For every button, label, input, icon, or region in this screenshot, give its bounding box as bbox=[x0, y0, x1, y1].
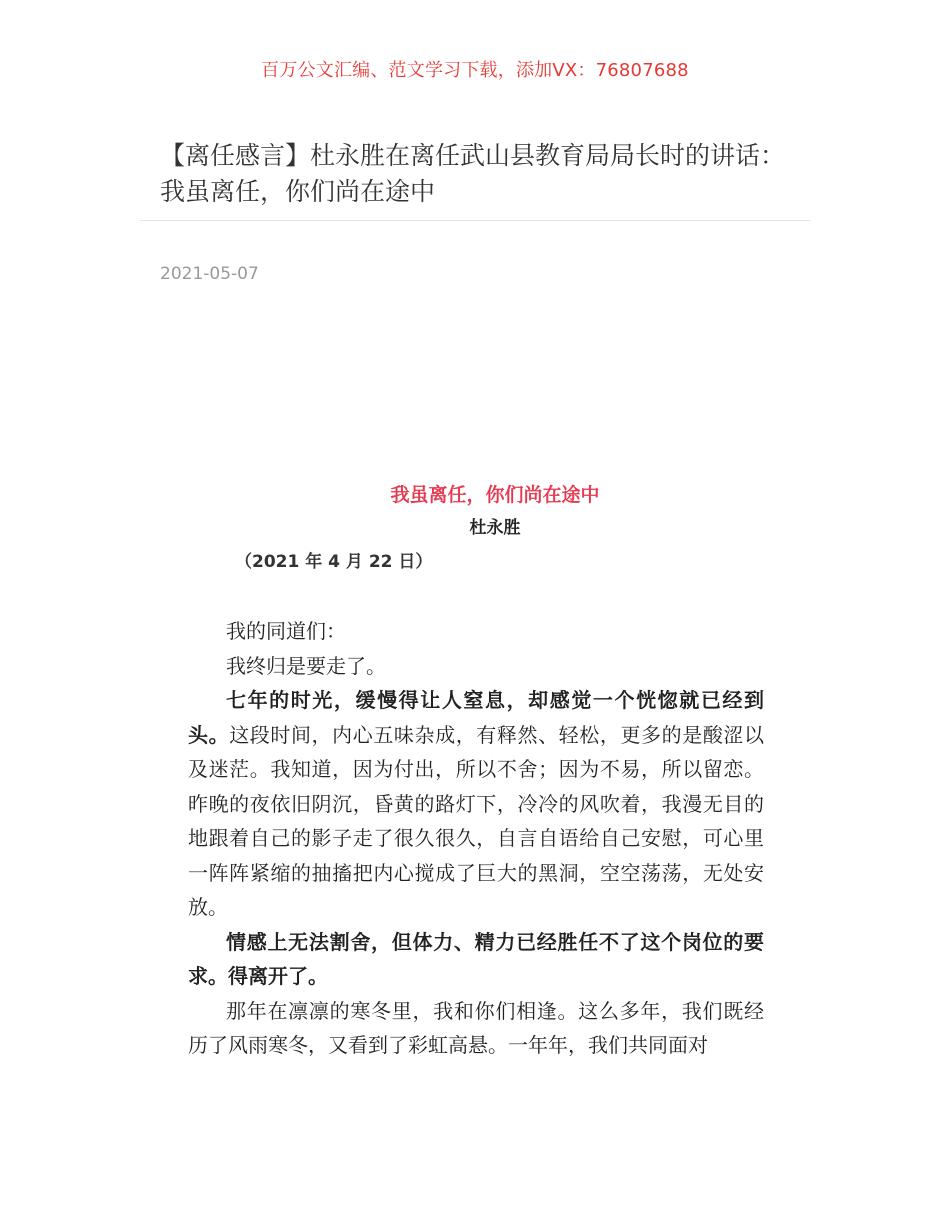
paragraph: 那年在凛凛的寒冬里，我和你们相逢。这么多年，我们既经历了风雨寒冬，又看到了彩虹高悬。一年年，我们共同面对 bbox=[188, 998, 764, 1057]
speech-title: 我虽离任，你们尚在途中 bbox=[390, 484, 600, 506]
promo-banner: 百万公文汇编、范文学习下载，添加VX：76807688 bbox=[261, 60, 689, 81]
speech-author: 杜永胜 bbox=[469, 518, 521, 538]
speech-body bbox=[188, 614, 764, 1063]
paragraph: 我终归是要走了。 bbox=[226, 653, 386, 678]
paragraph-lead bbox=[188, 683, 764, 925]
salutation: 我的同道们： bbox=[226, 619, 346, 643]
paragraph-bold-lead: 七年的时光，缓慢得让人窒息，却感觉一个恍惚就已经到头。 bbox=[188, 688, 764, 747]
publish-date: 2021-05-07 bbox=[160, 264, 259, 284]
paragraph-bold: 情感上无法割舍，但体力、精力已经胜任不了这个岗位的要求。得离开了。 bbox=[188, 929, 764, 988]
article-title: 【离任感言】杜永胜在离任武山县教育局局长时的讲话：我虽离任，你们尚在途中 bbox=[160, 141, 786, 206]
speech-date: （2021 年 4 月 22 日） bbox=[235, 552, 433, 572]
title-divider bbox=[140, 220, 810, 221]
paragraph-continuation: 这段时间，内心五味杂成，有释然、轻松，更多的是酸涩以及迷茫。我知道，因为付出，所以不舍；因为不易，所以留恋。昨晚的夜依旧阴沉，昏黄的路灯下，冷冷的风吹着，我漫无目的地跟着自己的影子走了很久很久，自言自语给自己安慰，可心里一阵阵紧缩的抽搐把内心搅成了巨大的黑洞，空空荡荡，无处安放。 bbox=[188, 722, 765, 919]
